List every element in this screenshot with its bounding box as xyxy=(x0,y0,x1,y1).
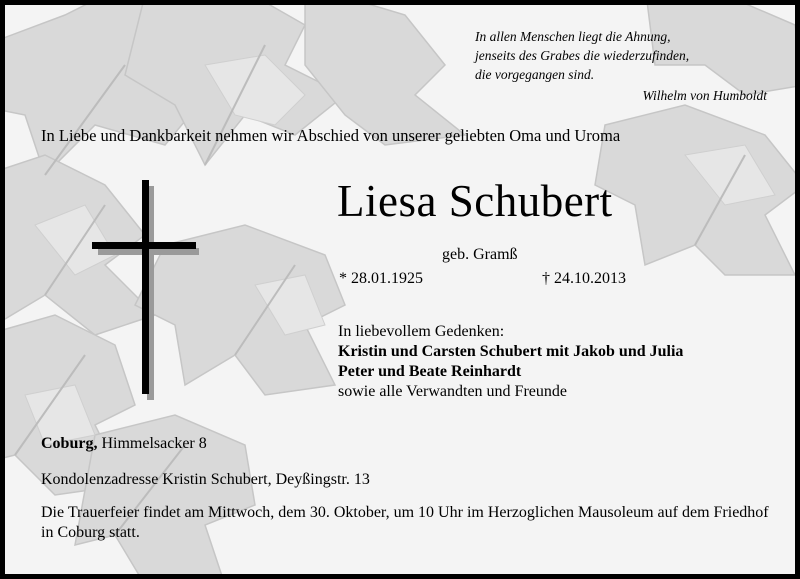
mourner-family: Kristin und Carsten Schubert mit Jakob und Julia xyxy=(338,343,684,360)
maiden-name: geb. Gramß xyxy=(442,246,518,263)
quote-line: jenseits des Grabes die wiederzufinden, xyxy=(475,48,690,63)
mourners-others: sowie alle Verwandten und Freunde xyxy=(338,383,567,400)
mourner-family: Peter und Beate Reinhardt xyxy=(338,363,522,380)
funeral-info: Die Trauerfeier findet am Mittwoch, dem 30. Oktober, um 10 Uhr im Herzoglichen Mausoleum auf dem Friedhof in Coburg statt. xyxy=(41,504,769,541)
home-address xyxy=(41,435,207,453)
quote-block xyxy=(475,27,775,105)
address-street: Himmelsacker 8 xyxy=(97,435,207,452)
cross-icon xyxy=(89,180,199,400)
mourners-block xyxy=(338,322,683,402)
condolence-address: Kondolenzadresse Kristin Schubert, Deyßingstr. 13 xyxy=(41,471,370,488)
death-date: † 24.10.2013 xyxy=(542,270,626,287)
deceased-name: Liesa Schubert xyxy=(337,176,613,226)
intro-text: In Liebe und Dankbarkeit nehmen wir Abschied von unserer geliebten Oma und Uroma xyxy=(41,126,621,145)
quote-line: In allen Menschen liegt die Ahnung, xyxy=(475,29,671,44)
address-city: Coburg, xyxy=(41,435,98,452)
quote-line: die vorgegangen sind. xyxy=(475,67,595,82)
quote-author: Wilhelm von Humboldt xyxy=(642,88,767,103)
birth-date: * 28.01.1925 xyxy=(339,270,423,287)
mourners-heading: In liebevollem Gedenken: xyxy=(338,323,505,340)
